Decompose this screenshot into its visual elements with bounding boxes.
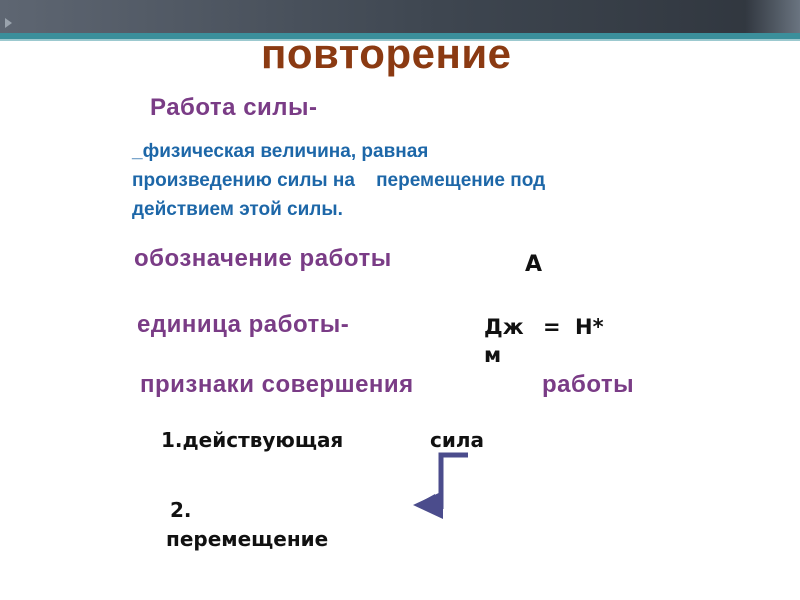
notation-label: обозначение работы: [134, 245, 392, 272]
sign-item-2-number: 2.: [170, 498, 192, 522]
unit-newton: Н*: [575, 315, 604, 339]
sign-item-1: 1.действующая: [161, 428, 344, 452]
top-band-fade: [745, 0, 800, 33]
work-heading: Работа силы-: [150, 94, 318, 121]
definition-line-2: произведению силы на перемещение под: [132, 170, 546, 191]
sign-item-1-force: сила: [430, 428, 485, 452]
slide-title: повторение: [261, 30, 512, 77]
notation-symbol: А: [525, 252, 543, 277]
top-band: [0, 0, 800, 33]
signs-label: признаки совершения: [140, 371, 414, 398]
unit-joule: Дж: [484, 315, 524, 339]
definition-line-3: действием этой силы.: [132, 199, 343, 220]
signs-label-work: работы: [542, 371, 635, 398]
corner-triangle-icon: [5, 18, 12, 28]
unit-meter: м: [484, 343, 502, 367]
sign-item-2-text: перемещение: [166, 527, 329, 551]
work-definition: [132, 137, 545, 224]
corner-arrow-icon: [405, 447, 475, 527]
definition-line-1: _физическая величина, равная: [132, 141, 429, 162]
unit-equals: =: [543, 315, 561, 339]
unit-label: единица работы-: [137, 311, 350, 338]
